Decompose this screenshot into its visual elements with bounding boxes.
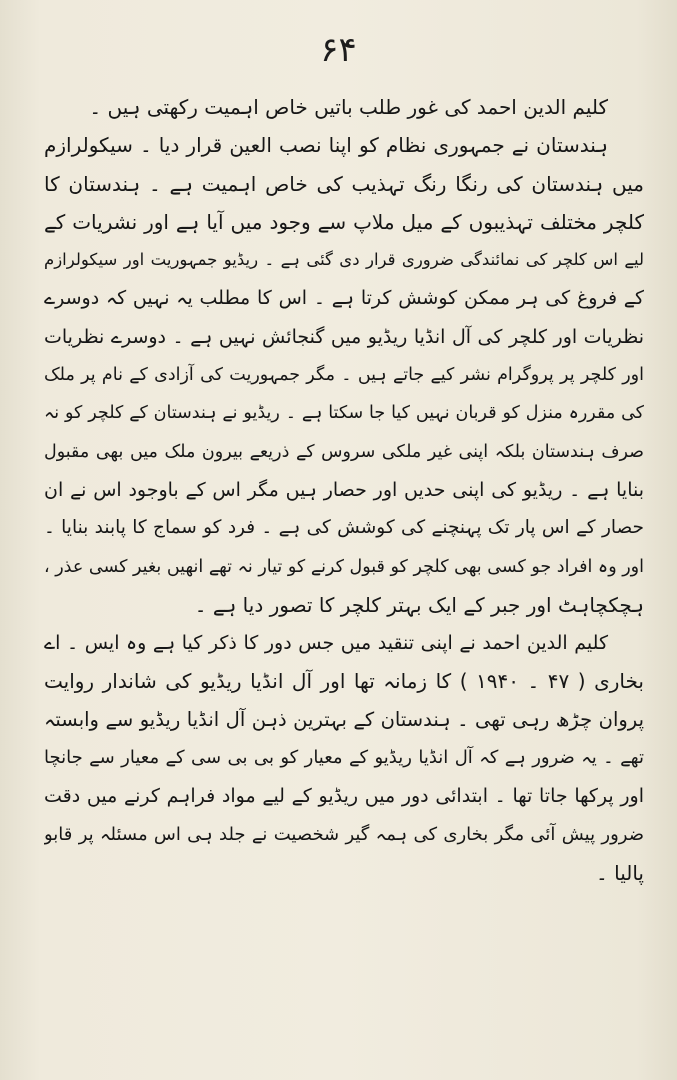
text-line: ضرور پیش آئی مگر بخاری کی ہمہ گیر شخصیت نے جلد ہی اس مسئلہ پر قابو — [44, 823, 644, 845]
text-line: ہچکچاہٹ اور جبر کے ایک بہتر کلچر کا تصور دیا ہے ۔ — [194, 592, 644, 617]
text-line: پالیا ۔ — [596, 860, 644, 885]
text-line: کلیم الدین احمد کی غور طلب باتیں خاص اہمیت رکھتی ہیں ۔ — [89, 95, 608, 119]
text-line: بنایا ہے ۔ ریڈیو کی اپنی حدیں اور حصار ہیں مگر اس کے باوجود اس نے ان — [44, 478, 644, 501]
text-line: کلیم الدین احمد نے اپنی تنقید میں جس دور کا ذکر کیا ہے وہ ایس ۔ اے — [44, 632, 608, 655]
text-line: کی مقررہ منزل کو قربان نہیں کیا جا سکتا ہے ۔ ریڈیو نے ہندستان کے کلچر کو نہ — [44, 403, 644, 424]
text-line: ہندستان نے جمہوری نظام کو اپنا نصب العین قرار دیا ۔ سیکولرازم — [44, 133, 608, 158]
page-number: ۶۴ — [320, 30, 357, 70]
text-line: اور پرکھا جاتا تھا ۔ ابتدائی دور میں ریڈیو کے لیے مواد فراہم کرنے میں دقت — [44, 785, 644, 808]
text-line: پروان چڑھ رہی تھی ۔ ہندستان کے بہترین ذہن آل انڈیا ریڈیو سے وابستہ — [44, 707, 644, 731]
text-line: میں ہندستان کی رنگا رنگ تہذیب کی خاص اہمیت ہے ۔ ہندستان کا — [44, 171, 644, 196]
text-line: صرف ہندستان بلکہ اپنی غیر ملکی سروس کے ذریعے بیرون ملک میں بھی مقبول — [44, 441, 644, 462]
page-text-body — [44, 88, 644, 892]
text-line: کے فروغ کی ہر ممکن کوشش کرتا ہے ۔ اس کا مطلب یہ نہیں کہ دوسرے — [44, 287, 644, 310]
text-line: اور کلچر پر پروگرام نشر کیے جاتے ہیں ۔ مگر جمہوریت کی آزادی کے نام پر ملک — [44, 365, 644, 386]
text-line: نظریات اور کلچر کی آل انڈیا ریڈیو میں گنجائش نہیں ہے ۔ دوسرے نظریات — [44, 325, 644, 348]
text-line: کلچر مختلف تہذیبوں کے میل ملاپ سے وجود میں آیا ہے اور نشریات کے — [44, 209, 644, 234]
text-line: حصار کے اس پار تک پہنچنے کی کوشش کی ہے ۔ فرد کو سماج کا پابند بنایا ۔ — [44, 517, 644, 539]
text-line: لیے اس کلچر کی نمائندگی ضروری قرار دی گئی ہے ۔ ریڈیو جمہوریت اور سیکولرازم — [44, 250, 644, 270]
text-line: بخاری ( ۴۷ ۔ ۱۹۴۰ ) کا زمانہ تھا اور آل انڈیا ریڈیو کی شاندار روایت — [44, 669, 644, 694]
text-line: اور وہ افراد جو کسی بھی کلچر کو قبول کرنے کو تیار نہ تھے انھیں بغیر کسی عذر ، — [44, 556, 644, 577]
text-line: تھے ۔ یہ ضرور ہے کہ آل انڈیا ریڈیو کے معیار کو بی بی سی کے معیار سے جانچا — [44, 747, 644, 769]
